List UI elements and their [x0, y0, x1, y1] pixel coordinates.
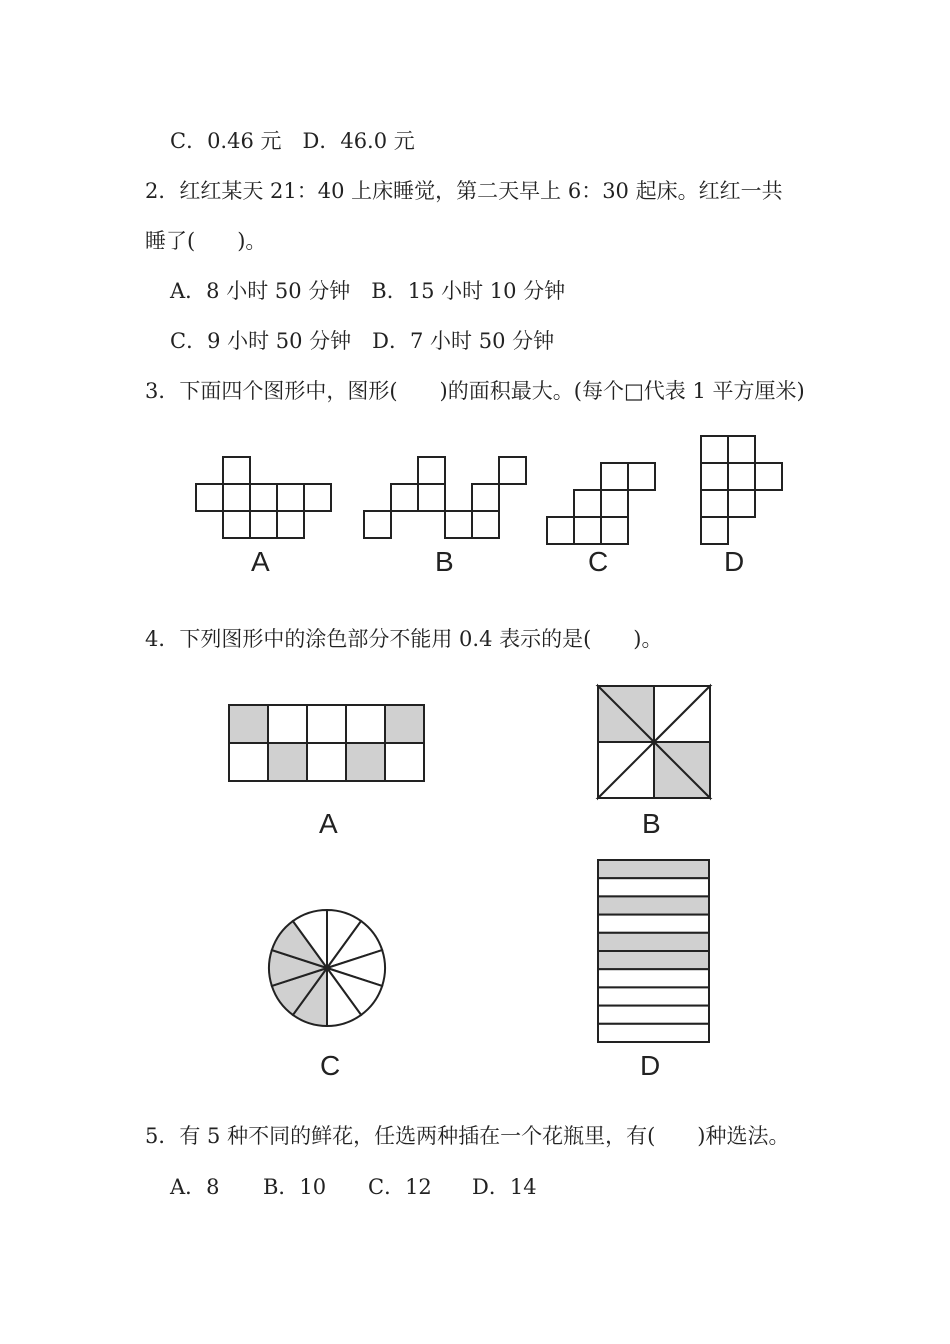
q3-label-c: C — [588, 546, 609, 577]
q4-label-b: B — [642, 808, 661, 839]
strip — [598, 878, 709, 896]
q3-label-a: A — [251, 546, 270, 577]
q2-stem-line1: 2．红红某天 21：40 上床睡觉，第二天早上 6：30 起床。红红一共 — [145, 179, 783, 203]
strip — [598, 1024, 709, 1042]
q3-figure-b — [364, 457, 526, 538]
q4-stem: 4．下列图形中的涂色部分不能用 0.4 表示的是( )。 — [145, 627, 663, 651]
q3-label-b: B — [435, 546, 454, 577]
q5-option-a: A．8 — [170, 1175, 220, 1199]
q3-figure-c — [547, 463, 655, 544]
grid-cell — [268, 743, 307, 781]
strip — [598, 987, 709, 1005]
grid-cell — [229, 743, 268, 781]
strip — [598, 860, 709, 878]
q2-options-ab: A．8 小时 50 分钟 B．15 小时 10 分钟 — [170, 279, 566, 303]
q4-figure-b-square — [597, 685, 712, 800]
q4-figure-c-circle — [267, 910, 387, 1030]
q4-label-c: C — [320, 1050, 341, 1081]
grid-cell — [346, 705, 385, 743]
strip — [598, 933, 709, 951]
q4-figure-d-strips — [597, 859, 712, 1044]
q1-option-line-cd: C．0.46 元 D．46.0 元 — [170, 129, 415, 153]
q4-figure-a-grid — [228, 704, 428, 784]
strip — [598, 951, 709, 969]
grid-cell — [385, 705, 424, 743]
strip — [598, 1006, 709, 1024]
q3-figure-d — [701, 436, 782, 544]
grid-cell — [268, 705, 307, 743]
q5-option-c: C．12 — [368, 1175, 432, 1199]
strip — [598, 969, 709, 987]
grid-cell — [385, 743, 424, 781]
q5-option-b: B．10 — [263, 1175, 327, 1199]
q2-options-cd: C．9 小时 50 分钟 D．7 小时 50 分钟 — [170, 329, 555, 353]
q5-stem: 5．有 5 种不同的鲜花，任选两种插在一个花瓶里，有( )种选法。 — [145, 1124, 790, 1148]
q4-label-a: A — [319, 808, 338, 839]
grid-cell — [346, 743, 385, 781]
q3-label-d: D — [724, 546, 745, 577]
q5-option-d: D．14 — [472, 1175, 537, 1199]
grid-cell — [307, 743, 346, 781]
grid-cell — [307, 705, 346, 743]
grid-cell — [229, 705, 268, 743]
strip — [598, 896, 709, 914]
q4-label-d: D — [640, 1050, 661, 1081]
q3-figure-a — [196, 457, 331, 538]
strip — [598, 915, 709, 933]
q3-figures — [0, 0, 950, 600]
q2-stem-line2: 睡了( )。 — [145, 229, 267, 253]
q3-stem: 3．下面四个图形中，图形( )的面积最大。(每个□代表 1 平方厘米) — [145, 379, 805, 403]
